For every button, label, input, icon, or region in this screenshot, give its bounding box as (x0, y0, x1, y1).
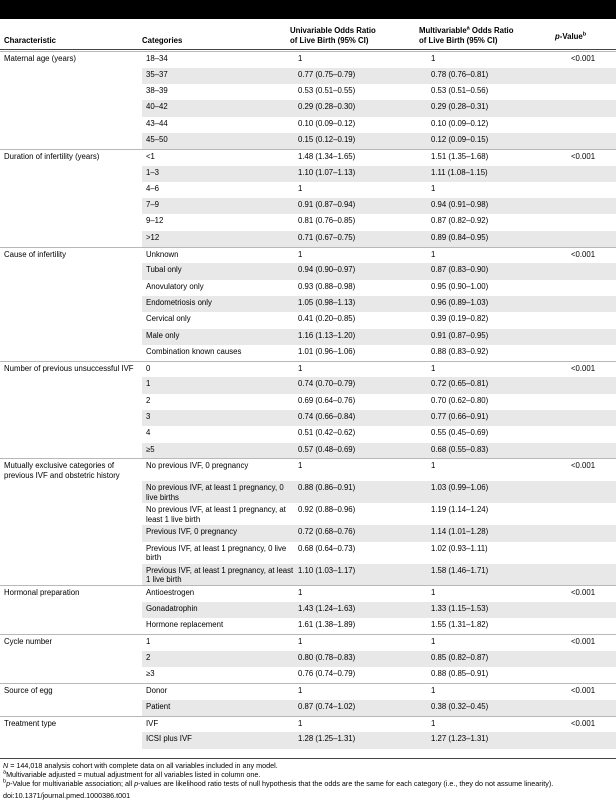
table-row (0, 84, 616, 100)
multivariable-or-cell: 0.85 (0.82–0.87) (427, 651, 567, 667)
table-row (0, 182, 616, 198)
table-row (0, 312, 616, 328)
category-cell: Hormone replacement (146, 620, 224, 630)
category-cell: <1 (142, 149, 294, 165)
table-row (0, 443, 616, 459)
univariable-or-cell: 1.48 (1.34–1.65) (294, 149, 427, 165)
p-value-cell (567, 329, 616, 345)
characteristic-cell: Mutually exclusive categories of previous IVF and obstetric history (0, 459, 142, 481)
table-row (0, 525, 616, 541)
multivariable-or-cell: 0.29 (0.28–0.31) (427, 100, 567, 116)
category-cell: 43–44 (146, 118, 168, 128)
table-row (0, 635, 616, 651)
table-row (0, 410, 616, 426)
univariable-or-cell: 0.10 (0.09–0.12) (298, 118, 356, 128)
table-header (0, 22, 616, 50)
univariable-or-cell: 1.16 (1.13–1.20) (294, 329, 427, 345)
p-value-cell (567, 410, 616, 426)
multivariable-or-cell: 1.19 (1.14–1.24) (431, 505, 489, 515)
multivariable-or-cell: 1.55 (1.31–1.82) (431, 620, 489, 630)
characteristic-cell (0, 345, 142, 361)
table-row (0, 280, 616, 296)
table-row (0, 329, 616, 345)
univariable-or-cell: 1.61 (1.38–1.89) (298, 620, 356, 630)
p-value-cell: <0.001 (567, 716, 616, 732)
multivariable-or-cell: 0.38 (0.32–0.45) (427, 700, 567, 716)
multivariable-or-cell: 0.70 (0.62–0.80) (431, 395, 489, 405)
table-row (0, 618, 616, 634)
table-row (0, 166, 616, 182)
table-row (0, 651, 616, 667)
p-value-cell (567, 732, 616, 748)
characteristic-cell: Maternal age (years) (0, 52, 142, 68)
univariable-or-cell: 0.93 (0.88–0.98) (298, 281, 356, 291)
characteristic-cell (0, 280, 142, 296)
table-row (0, 564, 616, 586)
table-row (0, 667, 616, 683)
multivariable-or-cell: 0.68 (0.55–0.83) (427, 443, 567, 459)
table-row (0, 361, 616, 377)
univariable-or-cell: 0.88 (0.86–0.91) (294, 481, 427, 503)
univariable-or-cell: 1 (294, 716, 427, 732)
characteristic-cell (0, 542, 142, 564)
univariable-or-cell: 1 (294, 52, 427, 68)
footnote-n: N = 144,018 analysis cohort with complete data on all variables included in any model. (3, 761, 278, 770)
multivariable-or-cell: 0.87 (0.83–0.90) (427, 263, 567, 279)
p-value-cell (567, 426, 616, 442)
header-multivariable: Multivariable$^a$ Odds Ratio of Live Birth (95% CI) (419, 25, 514, 45)
characteristic-cell (0, 732, 142, 748)
category-cell: Antioestrogen (142, 586, 294, 602)
univariable-or-cell: 1 (298, 183, 303, 193)
multivariable-or-cell: 0.12 (0.09–0.15) (427, 133, 567, 149)
p-value-cell (567, 618, 616, 634)
p-value-cell (567, 280, 616, 296)
multivariable-or-cell: 0.78 (0.76–0.81) (427, 68, 567, 84)
category-cell: Previous IVF, at least 1 pregnancy, 0 live birth (146, 543, 287, 562)
category-cell: >12 (142, 231, 294, 247)
table-row (0, 133, 616, 149)
multivariable-or-cell: 1 (427, 635, 567, 651)
p-value-cell (567, 394, 616, 410)
p-value-cell: <0.001 (567, 149, 616, 165)
category-cell: Male only (142, 329, 294, 345)
p-value-cell: <0.001 (567, 683, 616, 699)
univariable-or-cell: 1 (294, 247, 427, 263)
category-cell: 38–39 (146, 86, 168, 96)
table-row (0, 117, 616, 133)
category-cell: Donor (142, 683, 294, 699)
table-row (0, 503, 616, 525)
univariable-or-cell: 0.69 (0.64–0.76) (298, 395, 356, 405)
multivariable-or-cell: 1.51 (1.35–1.68) (427, 149, 567, 165)
characteristic-cell (0, 394, 142, 410)
p-value-cell (567, 166, 616, 182)
footnote-b: $^b$p-Value for multivariable association; all p-values are likelihood ratio tests of null hypothesis that the odds are the same for each category (i.e., they do not assume linearity). (3, 778, 554, 788)
univariable-or-cell: 0.76 (0.74–0.79) (298, 669, 356, 679)
univariable-or-cell: 1 (294, 586, 427, 602)
p-value-cell (567, 100, 616, 116)
characteristic-cell (0, 84, 142, 100)
category-cell: 45–50 (142, 133, 294, 149)
characteristic-cell (0, 231, 142, 247)
univariable-or-cell: 1 (294, 683, 427, 699)
characteristic-cell (0, 564, 142, 586)
table-row (0, 247, 616, 263)
multivariable-or-cell: 1 (427, 683, 567, 699)
p-value-cell (567, 84, 616, 100)
univariable-or-cell: 1 (294, 459, 427, 481)
univariable-or-cell: 1 (294, 635, 427, 651)
univariable-or-cell: 0.71 (0.67–0.75) (294, 231, 427, 247)
p-value-cell (567, 214, 616, 230)
multivariable-or-cell: 0.88 (0.85–0.91) (431, 669, 489, 679)
category-cell: 2 (146, 395, 151, 405)
multivariable-or-cell: 0.91 (0.87–0.95) (427, 329, 567, 345)
category-cell: 4 (146, 428, 151, 438)
multivariable-or-cell: 0.88 (0.83–0.92) (431, 346, 489, 356)
table-row (0, 263, 616, 279)
univariable-or-cell: 1.10 (1.03–1.17) (294, 564, 427, 586)
multivariable-or-cell: 0.55 (0.45–0.69) (431, 428, 489, 438)
odds-ratio-table (0, 51, 616, 749)
univariable-or-cell: 0.94 (0.90–0.97) (294, 263, 427, 279)
p-value-cell (567, 198, 616, 214)
p-value-cell: <0.001 (567, 361, 616, 377)
p-value-cell (567, 182, 616, 198)
p-value-cell (567, 602, 616, 618)
p-value-cell (567, 651, 616, 667)
characteristic-cell: Hormonal preparation (0, 586, 142, 602)
category-cell: Tubal only (142, 263, 294, 279)
characteristic-cell (0, 182, 142, 198)
univariable-or-cell: 1.10 (1.07–1.13) (294, 166, 427, 182)
univariable-or-cell: 1.01 (0.96–1.06) (298, 346, 356, 356)
p-value-cell (567, 263, 616, 279)
table-row (0, 700, 616, 716)
bottom-rule (0, 758, 616, 759)
multivariable-or-cell: 1.58 (1.46–1.71) (427, 564, 567, 586)
univariable-or-cell: 0.92 (0.88–0.96) (298, 505, 356, 515)
p-value-cell: <0.001 (567, 247, 616, 263)
category-cell: 40–42 (142, 100, 294, 116)
multivariable-or-cell: 1.03 (0.99–1.06) (427, 481, 567, 503)
category-cell: 1–3 (142, 166, 294, 182)
characteristic-cell (0, 198, 142, 214)
multivariable-or-cell: 1 (427, 361, 567, 377)
category-cell: 35–37 (142, 68, 294, 84)
characteristic-cell (0, 100, 142, 116)
top-rule (0, 0, 616, 19)
characteristic-cell (0, 525, 142, 541)
characteristic-cell (0, 166, 142, 182)
header-univariable: Univariable Odds Ratio of Live Birth (95% CI) (290, 26, 376, 45)
table-row (0, 214, 616, 230)
characteristic-cell: Source of egg (0, 683, 142, 699)
category-cell: Anovulatory only (146, 281, 204, 291)
univariable-or-cell: 1.28 (1.25–1.31) (294, 732, 427, 748)
p-value-cell (567, 667, 616, 683)
category-cell: No previous IVF, at least 1 pregnancy, at least 1 live birth (146, 505, 286, 524)
p-value-cell (567, 296, 616, 312)
univariable-or-cell: 0.81 (0.76–0.85) (298, 216, 356, 226)
multivariable-or-cell: 1.27 (1.23–1.31) (427, 732, 567, 748)
category-cell: 4–6 (146, 183, 160, 193)
p-value-cell: <0.001 (567, 459, 616, 481)
category-cell: 3 (142, 410, 294, 426)
univariable-or-cell: 0.74 (0.66–0.84) (294, 410, 427, 426)
p-value-cell (567, 443, 616, 459)
table-row (0, 716, 616, 732)
p-value-cell (567, 481, 616, 503)
table-row (0, 459, 616, 481)
table-row (0, 683, 616, 699)
univariable-or-cell: 0.29 (0.28–0.30) (294, 100, 427, 116)
characteristic-cell (0, 651, 142, 667)
category-cell: ICSI plus IVF (142, 732, 294, 748)
category-cell: 9–12 (146, 216, 164, 226)
multivariable-or-cell: 0.95 (0.90–1.00) (431, 281, 489, 291)
table-row (0, 586, 616, 602)
characteristic-cell (0, 443, 142, 459)
characteristic-cell (0, 618, 142, 634)
category-cell: IVF (142, 716, 294, 732)
category-cell: ≥3 (146, 669, 155, 679)
characteristic-cell: Treatment type (0, 716, 142, 732)
category-cell: 2 (142, 651, 294, 667)
table-row (0, 481, 616, 503)
p-value-cell (567, 503, 616, 525)
category-cell: Cervical only (146, 314, 191, 324)
p-value-cell (567, 542, 616, 564)
category-cell: 1 (142, 377, 294, 393)
category-cell: Previous IVF, 0 pregnancy (142, 525, 294, 541)
multivariable-or-cell: 1 (427, 586, 567, 602)
multivariable-or-cell: 0.53 (0.51–0.56) (431, 86, 489, 96)
multivariable-or-cell: 1 (427, 52, 567, 68)
multivariable-or-cell: 0.94 (0.91–0.98) (427, 198, 567, 214)
characteristic-cell (0, 410, 142, 426)
univariable-or-cell: 0.53 (0.51–0.55) (298, 86, 356, 96)
p-value-cell (567, 564, 616, 586)
multivariable-or-cell: 0.96 (0.89–1.03) (427, 296, 567, 312)
header-characteristic: Characteristic (4, 36, 57, 45)
category-cell: 1 (142, 635, 294, 651)
characteristic-cell (0, 426, 142, 442)
multivariable-or-cell: 1.33 (1.15–1.53) (427, 602, 567, 618)
multivariable-or-cell: 0.89 (0.84–0.95) (427, 231, 567, 247)
doi-line: doi:10.1371/journal.pmed.1000386.t001 (3, 791, 131, 800)
characteristic-cell (0, 296, 142, 312)
multivariable-or-cell: 1.11 (1.08–1.15) (427, 166, 567, 182)
multivariable-or-cell: 1.14 (1.01–1.28) (427, 525, 567, 541)
characteristic-cell: Cycle number (0, 635, 142, 651)
table-row (0, 198, 616, 214)
p-value-cell (567, 231, 616, 247)
p-value-cell (567, 345, 616, 361)
univariable-or-cell: 0.87 (0.74–1.02) (294, 700, 427, 716)
p-value-cell (567, 700, 616, 716)
multivariable-or-cell: 1 (427, 459, 567, 481)
table-row (0, 231, 616, 247)
univariable-or-cell: 0.57 (0.48–0.69) (294, 443, 427, 459)
p-value-cell: <0.001 (567, 52, 616, 68)
category-cell: Previous IVF, at least 1 pregnancy, at least 1 live birth (142, 564, 294, 586)
multivariable-or-cell: 1 (431, 183, 436, 193)
multivariable-or-cell: 0.72 (0.65–0.81) (427, 377, 567, 393)
univariable-or-cell: 0.80 (0.78–0.83) (294, 651, 427, 667)
multivariable-or-cell: 0.87 (0.82–0.92) (431, 216, 489, 226)
characteristic-cell (0, 377, 142, 393)
univariable-or-cell: 0.51 (0.42–0.62) (298, 428, 356, 438)
characteristic-cell (0, 700, 142, 716)
category-cell: 0 (142, 361, 294, 377)
category-cell: No previous IVF, at least 1 pregnancy, 0 live births (142, 481, 294, 503)
characteristic-cell (0, 68, 142, 84)
multivariable-or-cell: 1 (427, 716, 567, 732)
table-row (0, 345, 616, 361)
multivariable-or-cell: 1.02 (0.93–1.11) (431, 543, 488, 553)
characteristic-cell (0, 117, 142, 133)
multivariable-or-cell: 0.77 (0.66–0.91) (427, 410, 567, 426)
category-cell: Combination known causes (146, 346, 242, 356)
category-cell: 18–34 (142, 52, 294, 68)
characteristic-cell (0, 214, 142, 230)
characteristic-cell: Cause of infertility (0, 247, 142, 263)
header-p-value: p-Value$^b$ (555, 31, 587, 41)
table-row (0, 377, 616, 393)
characteristic-cell (0, 312, 142, 328)
category-cell: Endometriosis only (142, 296, 294, 312)
table-row (0, 296, 616, 312)
characteristic-cell: Number of previous unsuccessful IVF (0, 361, 142, 377)
univariable-or-cell: 1 (294, 361, 427, 377)
footnote-a: $^a$Multivariable adjusted = mutual adjustment for all variables listed in column one. (3, 769, 261, 779)
table-row (0, 426, 616, 442)
category-cell: Patient (142, 700, 294, 716)
table-row (0, 149, 616, 165)
table-row (0, 394, 616, 410)
p-value-cell (567, 133, 616, 149)
univariable-or-cell: 0.15 (0.12–0.19) (294, 133, 427, 149)
table-row (0, 68, 616, 84)
table-row (0, 602, 616, 618)
p-value-cell (567, 312, 616, 328)
characteristic-cell (0, 329, 142, 345)
category-cell: 7–9 (142, 198, 294, 214)
table-row (0, 52, 616, 68)
multivariable-or-cell: 1 (427, 247, 567, 263)
characteristic-cell (0, 503, 142, 525)
category-cell: Gonadatrophin (142, 602, 294, 618)
p-value-cell (567, 117, 616, 133)
p-value-cell: <0.001 (567, 635, 616, 651)
characteristic-cell (0, 602, 142, 618)
characteristic-cell (0, 133, 142, 149)
table-row (0, 542, 616, 564)
characteristic-cell: Duration of infertility (years) (0, 149, 142, 165)
category-cell: No previous IVF, 0 pregnancy (142, 459, 294, 481)
characteristic-cell (0, 481, 142, 503)
multivariable-or-cell: 0.39 (0.19–0.82) (431, 314, 489, 324)
table-row (0, 100, 616, 116)
characteristic-cell (0, 667, 142, 683)
characteristic-cell (0, 263, 142, 279)
univariable-or-cell: 0.91 (0.87–0.94) (294, 198, 427, 214)
header-categories: Categories (142, 36, 183, 45)
category-cell: Unknown (142, 247, 294, 263)
univariable-or-cell: 1.05 (0.98–1.13) (294, 296, 427, 312)
p-value-cell: <0.001 (567, 586, 616, 602)
univariable-or-cell: 0.68 (0.64–0.73) (298, 543, 356, 553)
p-value-cell (567, 525, 616, 541)
category-cell: ≥5 (142, 443, 294, 459)
univariable-or-cell: 0.41 (0.20–0.85) (298, 314, 356, 324)
univariable-or-cell: 1.43 (1.24–1.63) (294, 602, 427, 618)
univariable-or-cell: 0.74 (0.70–0.79) (294, 377, 427, 393)
multivariable-or-cell: 0.10 (0.09–0.12) (431, 118, 489, 128)
table-row (0, 732, 616, 748)
p-value-cell (567, 377, 616, 393)
p-value-cell (567, 68, 616, 84)
univariable-or-cell: 0.72 (0.68–0.76) (294, 525, 427, 541)
univariable-or-cell: 0.77 (0.75–0.79) (294, 68, 427, 84)
